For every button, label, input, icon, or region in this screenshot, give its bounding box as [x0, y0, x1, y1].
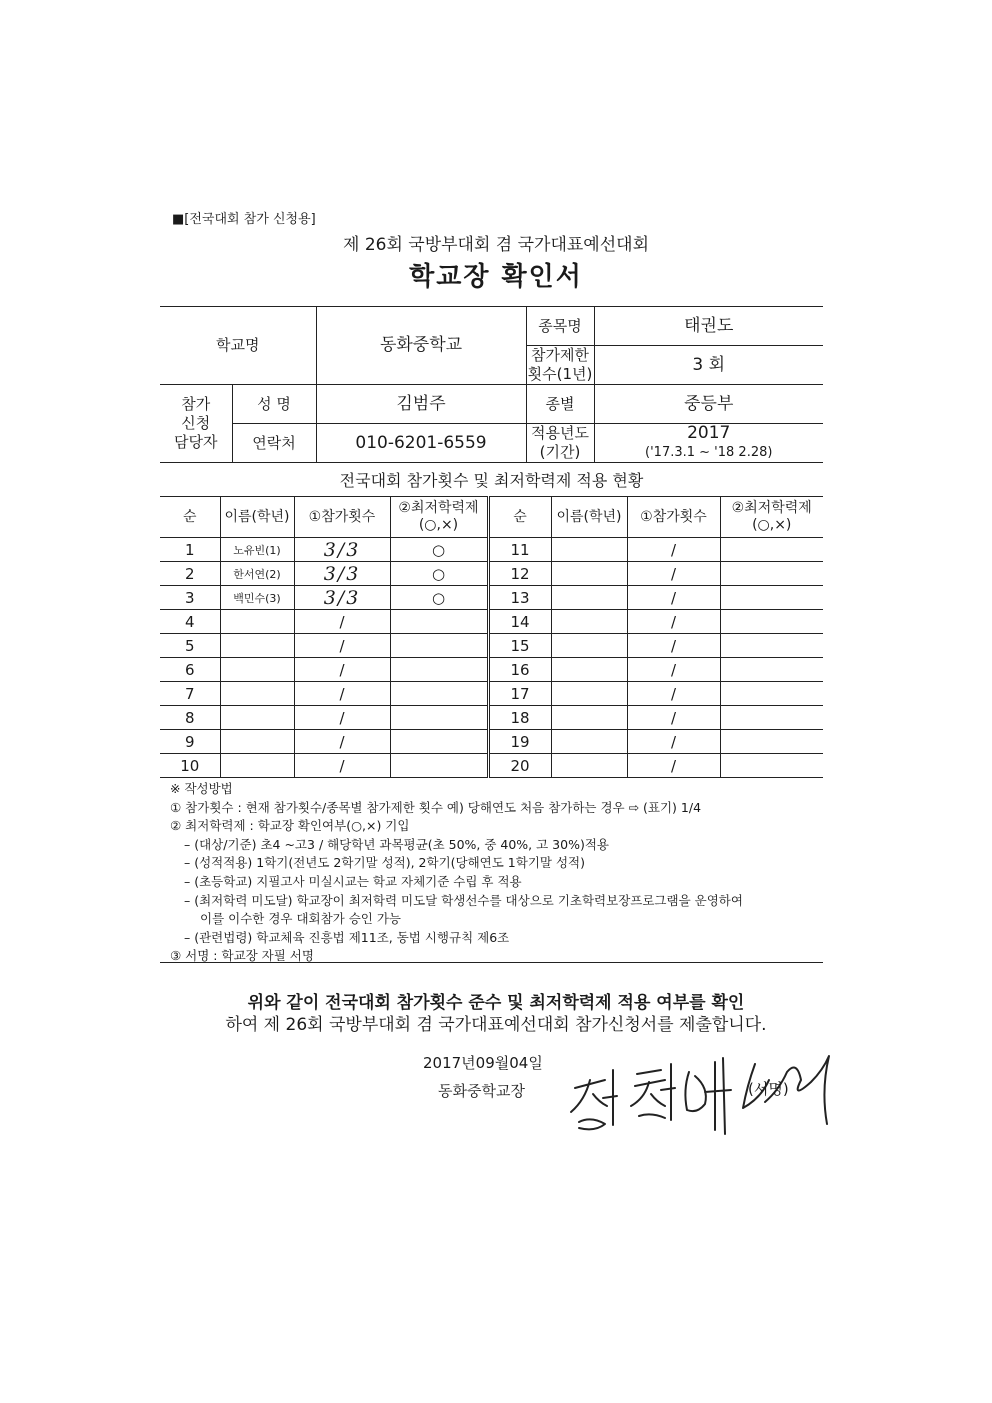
table-row [160, 682, 823, 706]
row-no: 19 [488, 730, 551, 754]
row-academic [390, 730, 488, 754]
row-no: 18 [488, 706, 551, 730]
row-no: 7 [160, 682, 220, 706]
table-row [160, 538, 823, 562]
row-name [551, 562, 627, 586]
instruction-line: 이를 이수한 경우 대회참가 승인 가능 [200, 911, 401, 927]
row-no: 14 [488, 610, 551, 634]
header-no-right: 순 [488, 497, 551, 538]
row-academic [390, 682, 488, 706]
signature-date: 2017년09월04일 [423, 1054, 543, 1072]
row-count: 3/3 [294, 538, 390, 562]
row-count: / [294, 754, 390, 778]
header-no-left: 순 [160, 497, 220, 538]
row-academic [720, 562, 823, 586]
limit-label-line1: 참가제한 [531, 346, 589, 364]
row-count: / [294, 682, 390, 706]
row-count: / [627, 658, 720, 682]
declaration-line-1: 위와 같이 전국대회 참가횟수 준수 및 최저학력제 적용 여부를 확인 [247, 993, 745, 1013]
header-name-right: 이름(학년) [551, 497, 627, 538]
row-no: 11 [488, 538, 551, 562]
row-academic [720, 538, 823, 562]
row-name [551, 706, 627, 730]
instruction-line: – (대상/기준) 초4 ~고3 / 해당학년 과목평균(초 50%, 중 40%, 고 30%)적용 [184, 836, 609, 852]
row-academic: ○ [390, 586, 488, 610]
header-name-left: 이름(학년) [220, 497, 294, 538]
limit-label [526, 346, 594, 385]
row-academic [720, 682, 823, 706]
instruction-line: – (성적적용) 1학기(전년도 2학기말 성적), 2학기(당해연도 1학기말 성적) [184, 855, 585, 871]
handwritten-signature [565, 1050, 845, 1140]
instruction-line: – (관련법령) 학교체육 진흥법 제11조, 동법 시행규칙 제6조 [184, 929, 510, 945]
principal-title: 동화중학교장 [438, 1082, 525, 1100]
notes-divider [160, 962, 823, 963]
row-count: / [627, 610, 720, 634]
participation-table [160, 496, 823, 778]
sport-label: 종목명 [526, 307, 594, 346]
row-academic [720, 634, 823, 658]
row-count: / [294, 658, 390, 682]
row-academic [720, 586, 823, 610]
row-count: 3/3 [294, 562, 390, 586]
instructions [170, 780, 830, 966]
row-name: 백민수(3) [220, 586, 294, 610]
row-count: / [627, 634, 720, 658]
year-period: ('17.3.1 ~ '18 2.28) [645, 445, 773, 460]
header-academic-left [390, 497, 488, 538]
row-academic [720, 610, 823, 634]
table-header-row [160, 497, 823, 538]
row-name [551, 754, 627, 778]
table-row [160, 706, 823, 730]
participation-heading: 전국대회 참가횟수 및 최저학력제 적용 현황 [339, 471, 644, 490]
row-no: 1 [160, 538, 220, 562]
row-academic [720, 706, 823, 730]
row-academic [390, 658, 488, 682]
name-label: 성 명 [232, 385, 316, 424]
row-name [551, 634, 627, 658]
sport-value: 태권도 [594, 307, 823, 346]
phone-value: 010-6201-6559 [316, 424, 526, 463]
year-value-cell [594, 424, 823, 463]
table-row [160, 634, 823, 658]
row-count: / [627, 754, 720, 778]
row-no: 4 [160, 610, 220, 634]
row-no: 17 [488, 682, 551, 706]
row-count: / [294, 706, 390, 730]
row-count: / [627, 538, 720, 562]
row-academic [390, 610, 488, 634]
row-name [220, 610, 294, 634]
row-no: 3 [160, 586, 220, 610]
declaration-line-2: 하여 제 26회 국방부대회 겸 국가대표예선대회 참가신청서를 제출합니다. [225, 1015, 767, 1035]
event-title: 제 26회 국방부대회 겸 국가대표예선대회 [343, 235, 649, 255]
instruction-line: – (최저학력 미도달) 학교장이 최저학력 미도달 학생선수를 대상으로 기초학력보장프로그램을 운영하여 [184, 892, 743, 908]
name-value: 김범주 [316, 385, 526, 424]
row-count: / [294, 610, 390, 634]
category-value: 중등부 [594, 385, 823, 424]
row-name [220, 754, 294, 778]
instructions-title: ※ 작성방법 [170, 781, 233, 796]
row-academic [720, 658, 823, 682]
row-no: 9 [160, 730, 220, 754]
instruction-line: ③ 서명 : 학교장 자필 서명 [170, 948, 314, 964]
row-academic [720, 730, 823, 754]
contact-label-line1: 참가 [181, 395, 211, 413]
table-row [160, 730, 823, 754]
row-no: 12 [488, 562, 551, 586]
category-label: 종별 [526, 385, 594, 424]
contact-label [160, 385, 232, 463]
row-count: / [627, 730, 720, 754]
row-no: 13 [488, 586, 551, 610]
row-no: 15 [488, 634, 551, 658]
row-name [220, 682, 294, 706]
row-academic: ○ [390, 562, 488, 586]
row-academic [390, 634, 488, 658]
row-name [551, 658, 627, 682]
row-count: / [627, 586, 720, 610]
phone-label: 연락처 [232, 424, 316, 463]
table-row [160, 610, 823, 634]
limit-value: 3 회 [594, 346, 823, 385]
header-count-right: ①참가횟수 [627, 497, 720, 538]
row-name [551, 538, 627, 562]
instruction-line: ② 최저학력제 : 학교장 확인여부(○,×) 기입 [170, 818, 410, 834]
header-academic-right-line1: ②최저학력제 [731, 500, 812, 516]
form-type-tag: ■[전국대회 참가 신청용] [172, 212, 316, 227]
row-name [551, 682, 627, 706]
row-no: 20 [488, 754, 551, 778]
instruction-line: – (초등학교) 지필고사 미실시교는 학교 자체기준 수립 후 적용 [184, 873, 522, 889]
document-title: 학교장 확인서 [409, 262, 583, 292]
row-name [551, 610, 627, 634]
school-info-table [160, 306, 823, 463]
header-count-left: ①참가횟수 [294, 497, 390, 538]
row-no: 8 [160, 706, 220, 730]
school-value: 동화중학교 [316, 307, 526, 385]
row-no: 5 [160, 634, 220, 658]
row-name: 한서연(2) [220, 562, 294, 586]
row-name [551, 730, 627, 754]
year-label [526, 424, 594, 463]
row-count: / [294, 730, 390, 754]
header-academic-right-line2: (○,×) [752, 517, 792, 533]
row-no: 16 [488, 658, 551, 682]
row-name: 노유빈(1) [220, 538, 294, 562]
row-name [220, 658, 294, 682]
row-academic: ○ [390, 538, 488, 562]
signature-mark: (서명) [748, 1080, 789, 1098]
header-academic-left-line2: (○,×) [418, 517, 459, 533]
instruction-line: ① 참가횟수 : 현재 참가횟수/종목별 참가제한 횟수 예) 당해연도 처음 참가하는 경우 ⇨ (표기) 1/4 [170, 799, 702, 815]
header-academic-right [720, 497, 823, 538]
year-label-line2: (기간) [539, 443, 581, 461]
year-label-line1: 적용년도 [531, 424, 589, 442]
header-academic-left-line1: ②최저학력제 [398, 500, 479, 516]
contact-label-line2: 신청 [181, 414, 211, 432]
row-academic [720, 754, 823, 778]
row-no: 6 [160, 658, 220, 682]
row-count: / [627, 706, 720, 730]
row-count: / [294, 634, 390, 658]
contact-label-line3: 담당자 [174, 433, 218, 451]
row-name [220, 634, 294, 658]
row-no: 2 [160, 562, 220, 586]
row-count: 3/3 [294, 586, 390, 610]
limit-label-line2: 횟수(1년) [527, 365, 593, 383]
table-row [160, 658, 823, 682]
row-count: / [627, 562, 720, 586]
table-row [160, 586, 823, 610]
row-name [551, 586, 627, 610]
row-academic [390, 754, 488, 778]
row-name [220, 706, 294, 730]
row-name [220, 730, 294, 754]
row-no: 10 [160, 754, 220, 778]
table-row [160, 562, 823, 586]
year-value: 2017 [687, 423, 731, 443]
row-academic [390, 706, 488, 730]
row-count: / [627, 682, 720, 706]
school-label: 학교명 [160, 307, 316, 385]
table-row [160, 754, 823, 778]
